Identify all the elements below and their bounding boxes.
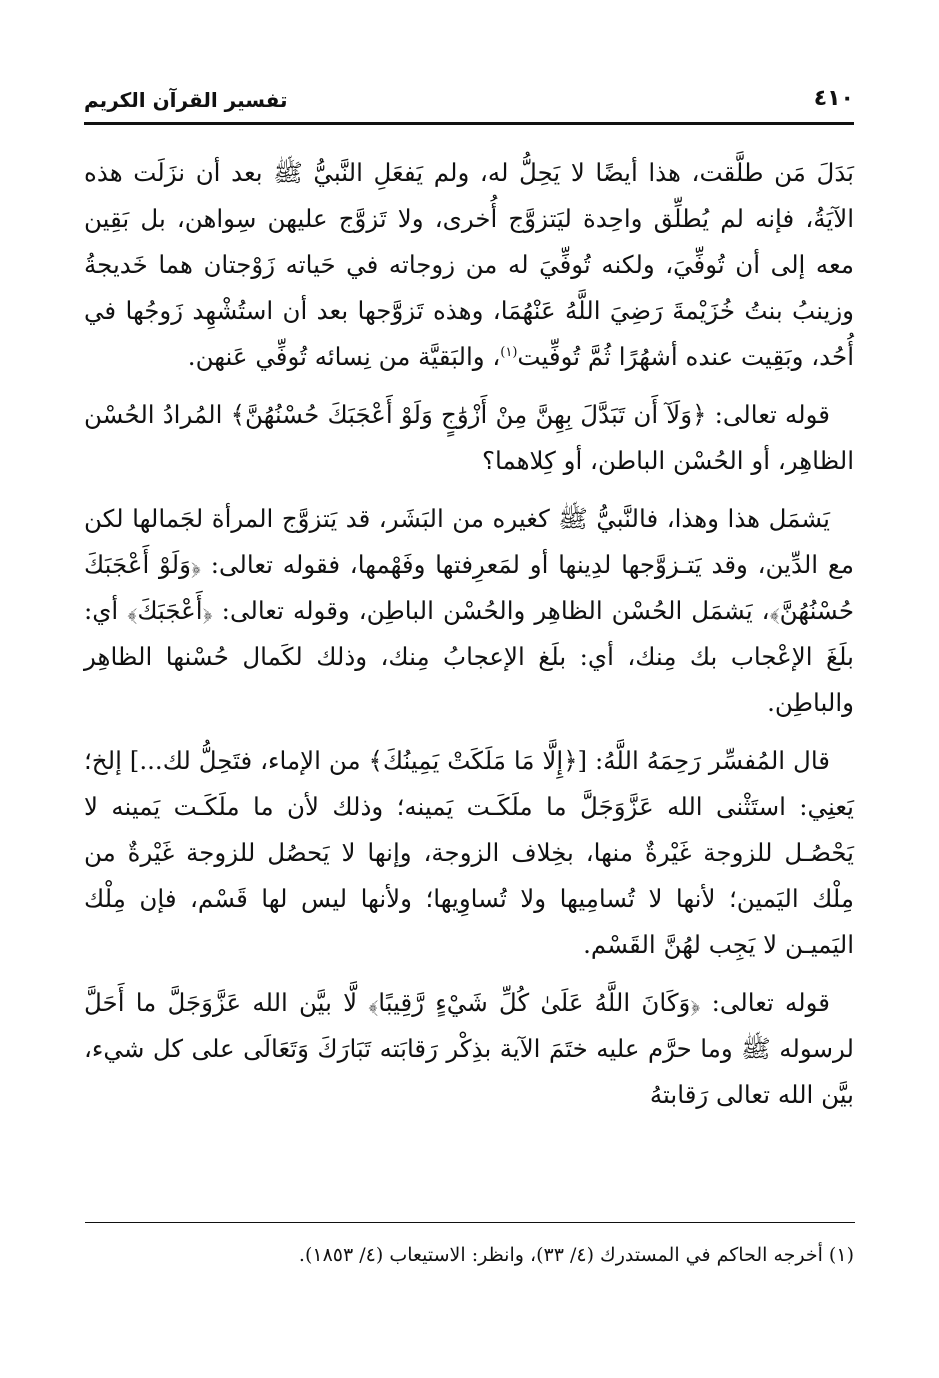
paragraph-1-text: بَدَلَ مَن طلَّقت، هذا أيضًا لا يَحِلُّ له، ولم يَفعَلِ النَّبيُّ ﷺ بعد أن نزَلَت هذه الآيَةُ، فإنه لم يُطلِّق واحِدة ليَتزوَّج أُخرى، ولا تَزوَّج عليهن سِواهن، بل بَقِين معه إلى أن تُوفِّيَ، ولكنه تُوفِّيَ له من زوجاته في حَياته زَوْجتان هما خَديجةُ وزينبُ بنتُ خُزَيْمةَ رَضِيَ اللَّهُ عَنْهُمَا، وهذه تَزوَّجها بعد أن استُشْهِد زَوجُها في أُحُد، وبَقِيت عنده أشهُرًا ثُمَّ تُوفِّيت — [84, 158, 854, 371]
paragraph-1 — [84, 150, 854, 380]
footnote-divider — [85, 1222, 855, 1223]
footnote: (١) أخرجه الحاكم في المستدرك (٤/ ٣٣)، وانظر: الاستيعاب (٤/ ١٨٥٣). — [298, 1244, 854, 1266]
page-number: ٤١٠ — [813, 86, 854, 111]
running-header — [84, 86, 854, 125]
paragraph-2: قوله تعالى: ﴿وَلَآ أَن تَبَدَّلَ بِهِنَّ مِنْ أَزْوَٰجٍ وَلَوْ أَعْجَبَكَ حُسْنُهُنَّ﴾ المُرادُ الحُسْن الظاهِر، أو الحُسْن الباطن، أو كِلاهما؟ — [84, 400, 854, 475]
paragraph-3: يَشمَل هذا وهذا، فالنَّبيُّ ﷺ كغيره من البَشَر، قد يَتزوَّج المرأة لجَمالها لكن مع الدِّين، وقد يَتـزوَّجها لدِينها أو لمَعرِفتها وفَهْمها، فقوله تعالى: ﴿وَلَوْ أَعْجَبَكَ حُسْنُهُنَّ﴾، يَشمَل الحُسْن الظاهِر والحُسْن الباطِن، وقوله تعالى: ﴿أَعْجَبَكَ﴾ أي: بلَغَ الإعْجاب بك مِنك، أي: بلَغ الإعجابُ مِنك، وذلك لكَمال حُسْنها الظاهِر والباطِن. — [84, 504, 854, 717]
main-text — [84, 150, 854, 1130]
paragraph-1-tail: ، والبَقيَّة من نِسائه تُوفِّي عَنهن. — [187, 342, 501, 371]
footnote-reference: (١) — [500, 344, 518, 360]
paragraph-4: قال المُفسِّر رَحِمَهُ اللَّهُ: [﴿إِلَّا مَا مَلَكَتْ يَمِينُكَ﴾ من الإماء، فتَحِلُّ لك...] إلخ؛ يَعنِي: استَثْنى الله عَزَّوَجَلَّ ما ملَكَـت يَمينه؛ وذلك لأن ما ملَكَـت يَمينه لا يَحْصُـل للزوجة غَيْرةٌ منها، بخِلاف الزوجة، وإنها لا يَحصُل للزوجة غَيْرةٌ من مِلْك اليَمين؛ لأنها لا تُسامِيها ولا تُساوِيها؛ ولأنها ليس لها قَسْم، فإن مِلْك اليَميـن لا يَجِب لهُنَّ القَسْم. — [84, 746, 854, 959]
book-title: تفسير القرآن الكريم — [84, 88, 288, 112]
paragraph-5: قوله تعالى: ﴿وَكَانَ اللَّهُ عَلَىٰ كُلِّ شَيْءٍ رَّقِيبًا﴾ لَّا بيَّن الله عَزَّوَجَلَّ ما أَحَلَّ لرسوله ﷺ وما حرَّم عليه ختَمَ الآية بذِكْر رَقابَته تَبَارَكَ وَتَعَالَى على كل شيء، بيَّن الله تعالى رَقابتهُ — [84, 988, 854, 1109]
